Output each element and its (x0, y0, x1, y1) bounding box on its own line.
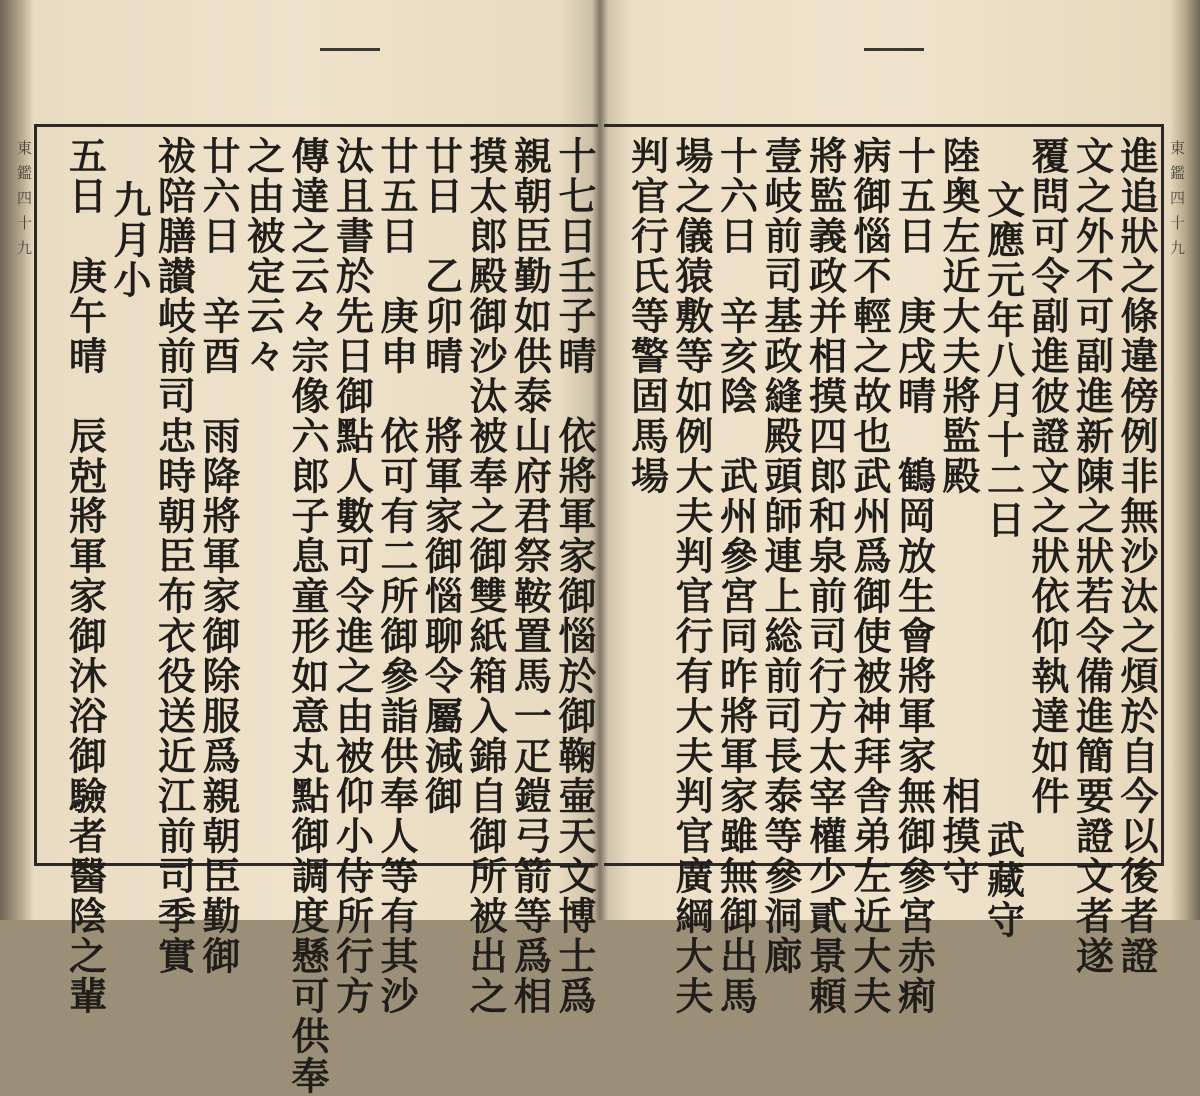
text-column: 摸太郎殿御沙汰被奉之御雙紙箱入錦自御所被出之 (463, 136, 508, 1016)
text-column: 祓陪膳讃岐前司忠時朝臣布衣役送近江前司季實 (151, 136, 197, 976)
text-column: 十五日 庚戌晴 鶴岡放生會將軍家無御參宮赤痢 (891, 136, 937, 1016)
text-column: 將監義政并相摸四郎和泉前司行方太宰權少貳景頼 (802, 136, 848, 1016)
text-column: 判官行氏等警固馬場 (624, 136, 670, 496)
document-date: 文應元年八月十二日 武藏守 (980, 180, 1026, 940)
top-mark (320, 48, 380, 51)
text-column: 十六日 辛亥陰 武州參宮同昨將軍家雖無御出馬 (713, 136, 759, 1016)
text-column: 覆問可令副進彼證文之狀依仰執達如件 (1025, 136, 1070, 816)
margin-title: 東鑑四十九 (1168, 140, 1186, 265)
text-column: 壹岐前司基政縫殿頭師連上総前司長泰等參洞廊 (758, 136, 803, 976)
text-column: 場之儀猿敷等如例大夫判官行有大夫判官廣綱大夫 (669, 136, 714, 1016)
margin-title: 東鑑四十九 (15, 140, 33, 265)
top-mark (864, 48, 924, 51)
document-addressee: 陸奥左近大夫將監殿 相摸守 (936, 136, 981, 896)
text-column: 廿六日 辛酉 雨降將軍家御除服爲親朝臣勤御 (196, 136, 241, 976)
right-page-text (624, 136, 1159, 1016)
text-column: 之由被定云々 (240, 136, 286, 376)
text-column: 汰且書於先日御點人數可令進之由被仰小侍所行方 (329, 136, 375, 1016)
text-column: 親朝臣勤如供泰山府君祭鞍置馬一疋鎧弓箭等爲相 (507, 136, 553, 1016)
text-column: 廿日 乙卯晴 將軍家御惱聊令屬減御 (418, 136, 464, 816)
text-column: 廿五日 庚申 依可有二所御參詣供奉人等有其沙 (374, 136, 419, 1016)
right-page (604, 0, 1186, 1016)
text-column: 五日 庚午晴 辰尅將軍家御沐浴御驗者醫陰之輩 (62, 136, 108, 1016)
left-page-text (62, 136, 597, 1096)
text-column: 病御惱不輕之故也武州爲御使被神拜舎弟左近大夫 (847, 136, 892, 1016)
text-column: 進追狀之條違傍例非無沙汰之煩於自今以後者證 (1114, 136, 1159, 976)
left-page (15, 0, 598, 1096)
text-column: 文之外不可副進新陳之狀若令備進簡要證文者遂 (1069, 136, 1115, 976)
month-heading: 九月小 (107, 180, 152, 300)
text-column: 十七日壬子晴 依將軍家御惱於御鞠壷天文博士爲 (552, 136, 597, 1016)
text-column: 傳達之云々宗像六郎子息童形如意丸點御調度懸可供奉 (285, 136, 330, 1096)
